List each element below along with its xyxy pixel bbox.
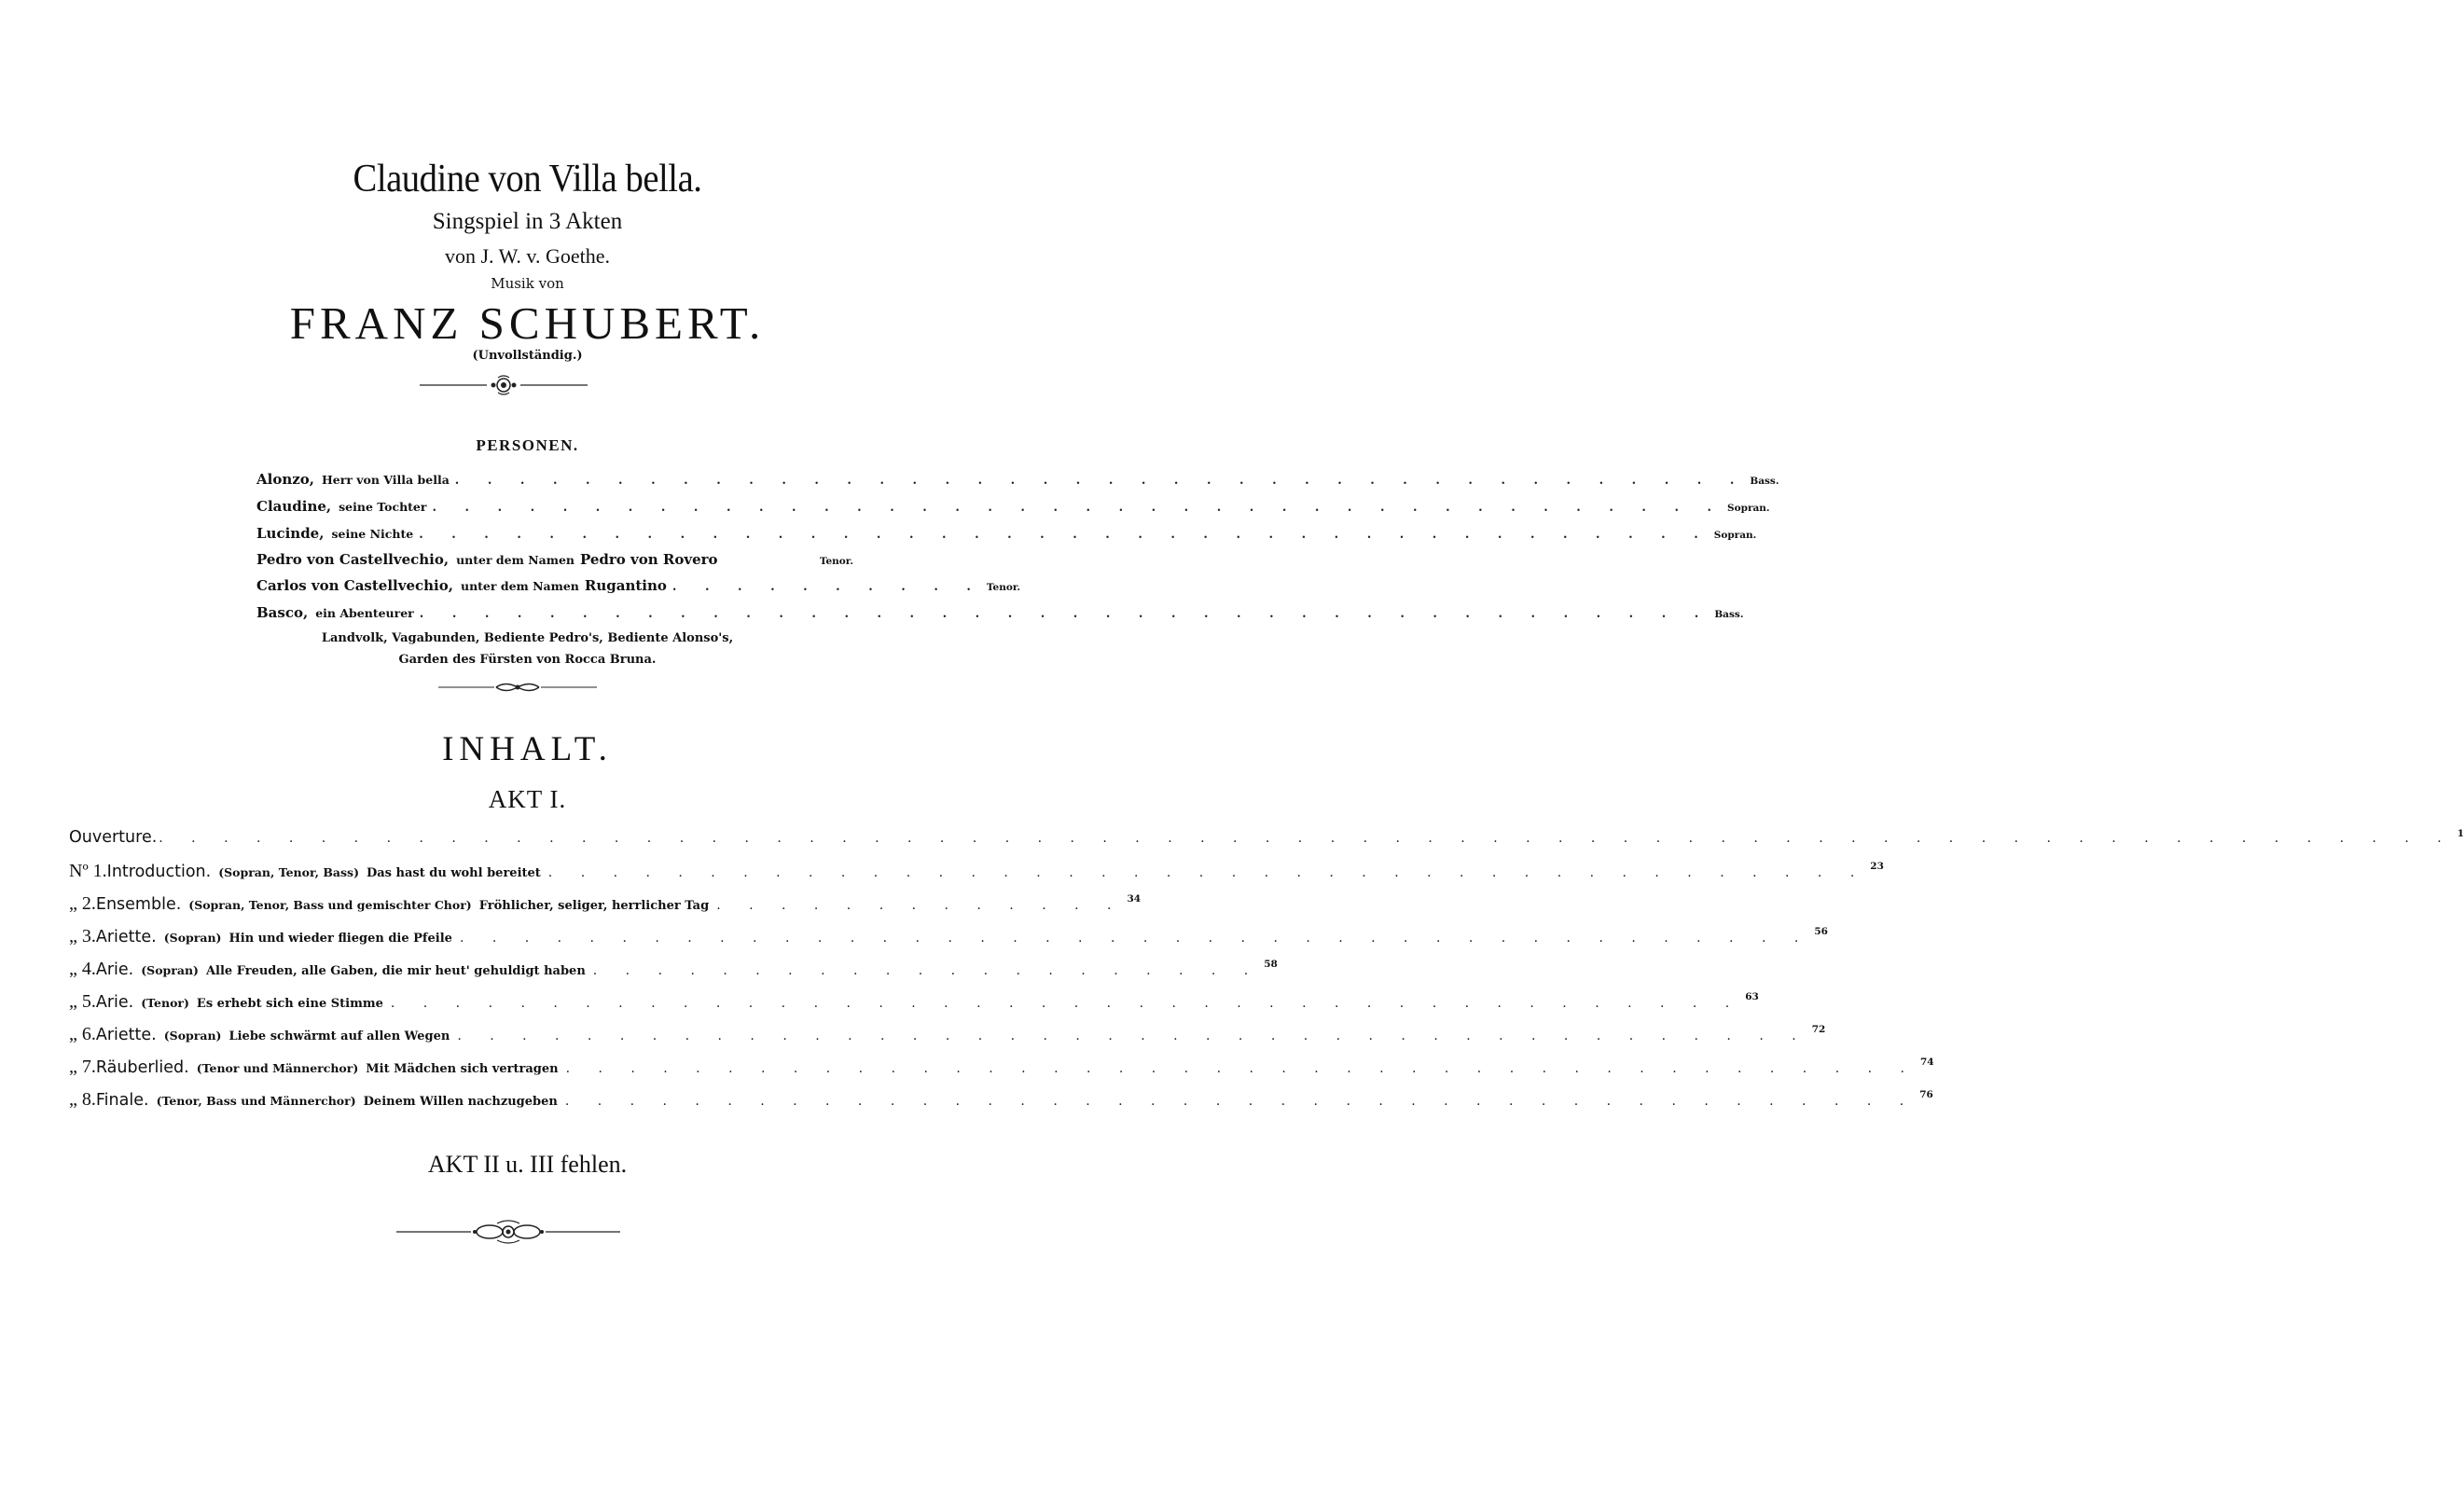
toc-title: Introduction. xyxy=(106,863,212,881)
cast-voice: Tenor. xyxy=(986,582,1021,593)
toc-number: „ 6. xyxy=(69,1024,96,1044)
toc-title: Arie. xyxy=(95,993,134,1012)
toc-page: 63 xyxy=(1745,991,1759,1002)
toc-voices: (Sopran) xyxy=(163,931,222,945)
librettist: von J. W. v. Goethe. xyxy=(444,244,610,268)
toc-title: Ariette. xyxy=(95,1026,157,1044)
missing-acts-note: AKT II u. III fehlen. xyxy=(427,1151,628,1178)
toc-title: Ensemble. xyxy=(95,895,182,914)
cast-name: Carlos von Castellvechio, xyxy=(256,577,453,594)
toc-entry xyxy=(69,959,1278,985)
toc-number: „ 8. xyxy=(69,1089,96,1110)
toc-entry xyxy=(69,926,1828,952)
ornament-divider-icon xyxy=(420,375,588,395)
cast-row xyxy=(256,577,1021,600)
cast-description: ein Abenteurer xyxy=(315,606,414,620)
leader-dots: . . . . . . . . . . xyxy=(671,580,983,594)
toc-voices: (Tenor) xyxy=(141,996,189,1010)
cast-voice: Bass. xyxy=(1714,609,1744,620)
cast-name: Claudine, xyxy=(256,498,332,515)
leader-dots: . . . . . . . . . . . . . . . . . . . . . . . . . . . . . . . . . . . . . . . . xyxy=(454,474,1747,488)
cast-row xyxy=(256,604,1744,627)
toc-page: 74 xyxy=(1919,1057,1934,1068)
toc-voices: (Tenor, Bass und Männerchor) xyxy=(156,1094,356,1108)
toc-number: „ 5. xyxy=(69,991,96,1012)
toc-entry xyxy=(69,991,1759,1017)
toc-number: „ 3. xyxy=(69,926,96,946)
toc-voices: (Tenor und Männerchor) xyxy=(196,1061,359,1075)
ornament-divider-icon xyxy=(396,1220,620,1244)
cast-description: seine Tochter xyxy=(339,500,427,514)
music-by-label: Musik von xyxy=(491,275,564,292)
cast-voice: Sopran. xyxy=(1727,503,1770,514)
toc-entry xyxy=(69,861,1884,887)
leader-dots: . . . . . . . . . . . . . . . . . . . . . . . . . . . . . . . . . . . . . . . . . xyxy=(547,865,1867,880)
toc-incipit: Liebe schwärmt auf allen Wegen xyxy=(228,1029,450,1043)
cast-heading: PERSONEN. xyxy=(476,436,579,454)
toc-incipit: Mit Mädchen sich vertragen xyxy=(366,1062,559,1076)
toc-entry xyxy=(69,1089,1933,1115)
cast-name: Lucinde, xyxy=(256,525,325,542)
cast-name: Pedro von Castellvechio, xyxy=(256,551,450,568)
cast-row xyxy=(256,525,1757,547)
cast-alias: Pedro von Rovero xyxy=(580,551,718,568)
cast-description: Herr von Villa bella xyxy=(322,473,450,487)
toc-page: 34 xyxy=(1127,893,1142,905)
toc-entry-overture xyxy=(69,828,2464,854)
ornament-divider-icon xyxy=(438,679,597,696)
cast-voice: Bass. xyxy=(1750,476,1779,487)
toc-voices: (Sopran) xyxy=(141,963,199,977)
leader-dots: . . . . . . . . . . . . . . . . . . . . . . . . . . . . . . . . . . . . . . . . . . xyxy=(565,1061,1917,1076)
toc-entry xyxy=(69,1057,1934,1083)
leader-dots: . . . . . . . . . . . . . . . . . . . . . . . . . . . . . . . . . . . . . . . . . . xyxy=(459,931,1811,946)
completeness-note: (Unvollständig.) xyxy=(472,349,583,363)
leader-dots: . . . . . . . . . . . . . . . . . . . . . . . . . . . . . . . . . . . . . . . . xyxy=(419,528,1710,542)
toc-page: 76 xyxy=(1919,1089,1933,1100)
leader-dots: . . . . . . . . . . . . . . . . . . . . . . . . . . . . . . . . . . . . . . . . . . xyxy=(390,996,1742,1011)
leader-dots: . . . . . . . . . . . . . . . . . . . . . . . . . . . . . . . . . . . . . . . . . . . . . . . . . . . . . . . . . . . . . . . . . . . . . . . xyxy=(159,831,2454,846)
toc-title: Ouverture. xyxy=(69,828,158,847)
cast-description: unter dem Namen xyxy=(456,553,574,567)
toc-number: Nº 1. xyxy=(69,861,107,881)
cast-voice: Tenor. xyxy=(819,556,853,567)
cast-row xyxy=(256,498,1770,520)
work-title: Claudine von Villa bella. xyxy=(353,158,702,200)
toc-incipit: Fröhlicher, seliger, herrlicher Tag xyxy=(478,899,710,913)
toc-voices: (Sopran, Tenor, Bass und gemischter Chor) xyxy=(188,898,472,912)
toc-number: „ 7. xyxy=(69,1057,96,1077)
leader-dots: . . . . . . . . . . . . . . . . . . . . . . . . . . . . . . . . . . . . . . . . xyxy=(432,501,1724,515)
toc-title: Ariette. xyxy=(95,928,157,946)
toc-incipit: Das hast du wohl bereitet xyxy=(366,866,541,880)
cast-extras-line: Landvolk, Vagabunden, Bediente Pedro's, Bediente Alonso's, xyxy=(321,631,734,645)
toc-page: 23 xyxy=(1870,861,1884,872)
cast-voice: Sopran. xyxy=(1713,530,1757,541)
cast-row xyxy=(256,551,853,573)
toc-number: „ 2. xyxy=(69,893,96,914)
toc-title: Räuberlied. xyxy=(95,1058,189,1077)
cast-name: Alonzo, xyxy=(256,471,314,488)
leader-dots: . . . . . . . . . . . . . . . . . . . . . xyxy=(592,963,1261,978)
work-subtitle: Singspiel in 3 Akten xyxy=(432,209,623,234)
toc-voices: (Sopran, Tenor, Bass) xyxy=(218,865,359,879)
toc-incipit: Hin und wieder fliegen die Pfeile xyxy=(228,932,452,946)
toc-page: 58 xyxy=(1264,959,1278,970)
leader-dots: . . . . . . . . . . . . . . . . . . . . . . . . . . . . . . . . . . . . . . . . . . xyxy=(564,1094,1917,1109)
cast-description: unter dem Namen xyxy=(460,579,579,593)
toc-entry xyxy=(69,1024,1826,1050)
toc-title: Finale. xyxy=(95,1091,149,1110)
cast-alias: Rugantino xyxy=(584,577,667,594)
leader-dots: . . . . . . . . . . . . . xyxy=(716,898,1124,913)
toc-incipit: Es erhebt sich eine Stimme xyxy=(196,997,383,1011)
toc-incipit: Alle Freuden, alle Gaben, die mir heut' gehuldigt haben xyxy=(205,964,586,978)
composer-name: FRANZ SCHUBERT. xyxy=(289,297,766,349)
toc-page: 72 xyxy=(1811,1024,1826,1035)
cast-row xyxy=(256,471,1779,493)
contents-heading: INHALT. xyxy=(442,730,613,768)
toc-page: 1 xyxy=(2457,828,2464,839)
leader-dots: . . . . . . . . . . . . . . . . . . . . . . . . . . . . . . . . . . . . . . . . xyxy=(419,607,1711,621)
toc-number: „ 4. xyxy=(69,959,96,979)
leader-dots: . . . . . . . . . . . . . . . . . . . . . . . . . . . . . . . . . . . . . . . . . . xyxy=(457,1029,1808,1043)
act-heading: AKT I. xyxy=(488,785,567,813)
toc-title: Arie. xyxy=(95,960,134,979)
toc-entry xyxy=(69,893,1142,919)
cast-name: Basco, xyxy=(256,604,309,621)
cast-description: seine Nichte xyxy=(331,527,414,541)
toc-page: 56 xyxy=(1814,926,1828,937)
toc-voices: (Sopran) xyxy=(163,1029,222,1043)
toc-incipit: Deinem Willen nachzugeben xyxy=(363,1095,558,1109)
cast-extras-line: Garden des Fürsten von Rocca Bruna. xyxy=(398,653,657,667)
